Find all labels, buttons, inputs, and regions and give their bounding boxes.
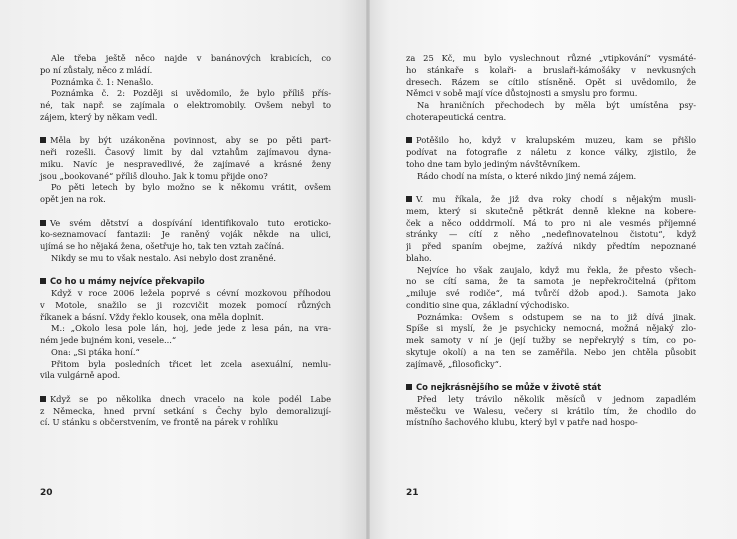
line-text: ji před spaním obejme, zažívá nikdy předtím nepoznané [406, 241, 696, 251]
line-text: Když v roce 2006 ležela poprvé s cévní mozkovou příhodou [51, 288, 331, 298]
square-bullet-icon [40, 396, 46, 402]
text-line [406, 335, 696, 347]
line-text: M.: „Okolo lesa pole lán, hoj, jede jede z lesa pán, na vra- [51, 323, 331, 334]
text-line [406, 394, 696, 406]
text-line [406, 206, 696, 218]
text-line [40, 65, 331, 77]
line-text: skytuje okolí) a na ten se zaměřila. Nebo jen chtěla působit [406, 346, 696, 357]
line-text: ko-seznamovací fantazii: Je raněný voják někde na ulici, [40, 229, 331, 240]
line-text: Co nejkrásnějšího se může v životě stát [416, 382, 602, 392]
line-text: zájem, který by někam vedl. [40, 111, 158, 122]
text-line [40, 370, 331, 382]
text-line [406, 300, 696, 312]
text-line [406, 323, 696, 335]
text-line [40, 406, 331, 418]
text-line [406, 65, 696, 77]
text-line [40, 253, 331, 265]
line-text: Co ho u mámy nejvíce překvapilo [50, 276, 205, 287]
text-line [40, 77, 331, 89]
line-text: no se cítí sama, že ta samota je nepřekročitelná (přitom [406, 276, 696, 287]
line-text: miku. Navíc je nespravedlivé, že zajímavé a krásné ženy [40, 158, 331, 169]
line-text: jsou „bookované“ příliš dlouho. Jak k tomu přijde ono? [40, 170, 268, 181]
text-line [406, 347, 696, 359]
text-line [406, 88, 696, 100]
line-text: ujímá se ho nějaká žena, ošetřuje ho, tak ten vztah začíná. [40, 241, 285, 251]
section-heading [40, 276, 331, 288]
left-page-text [40, 53, 331, 429]
text-line [40, 335, 331, 347]
text-line [406, 100, 696, 112]
line-text: ho stánkaře s kolaři- a bruslaři-kámošáky v nevkusných [406, 64, 696, 75]
text-line [406, 77, 696, 89]
line-text: Po pěti letech by bylo možno se k někomu vrátit, ovšem [51, 182, 331, 193]
square-bullet-icon [406, 384, 412, 390]
right-page-number: 21 [406, 488, 419, 498]
line-text: dresech. Rázem se cítilo stísněně. Opět si uvědomilo, že [406, 76, 696, 87]
line-text: V. mu říkala, že již dva roky chodí s nějakým musli- [416, 194, 696, 204]
line-text: ček a něco odddrmolí. Má to pro ni ale vesmés příjemné [406, 217, 696, 228]
text-line [40, 288, 331, 300]
text-line [40, 159, 331, 171]
text-line [40, 359, 331, 371]
book-gutter [366, 0, 370, 539]
line-text: říkanek a básní. Vždy řeklo kousek, ona měla doplnit. [40, 311, 264, 322]
line-text: toho dne tam bylo jediným návštěvníkem. [406, 158, 581, 169]
text-line [40, 347, 331, 359]
text-line [406, 194, 696, 206]
text-line [406, 112, 696, 124]
line-text: Ale třeba ještě něco najde v banánových krabicích, co [51, 53, 331, 63]
text-line [406, 218, 696, 230]
text-line [406, 241, 696, 253]
text-line [406, 53, 696, 65]
line-text: podívat na fotografie z náletu z konce války, zjistilo, že [406, 147, 696, 157]
line-text: za 25 Kč, mu bylo vyslechnout různé „vtipkování“ vysmáté- [406, 53, 696, 63]
line-text: Před lety trávilo několik měsíců v jednom zapadlém [417, 393, 696, 404]
line-text: Na hraničních přechodech by měla být umístěna psy- [417, 100, 696, 110]
text-line [40, 394, 331, 406]
line-text: conditio sine qua, základní východisko. [406, 299, 570, 310]
line-text: ném jede bujném koni, vesele...“ [40, 335, 177, 345]
section-heading [406, 382, 696, 394]
text-line [40, 88, 331, 100]
line-text: Rádo chodí na místa, o které nikdo jiný nemá zájem. [417, 170, 637, 181]
paragraph-gap [40, 382, 331, 394]
right-page [368, 0, 737, 539]
text-line [40, 135, 331, 147]
paragraph-gap [40, 265, 331, 277]
text-line [406, 417, 696, 429]
text-line [406, 159, 696, 171]
text-line [40, 194, 331, 206]
line-text: Němci v sobě mají více důstojnosti a smyslu pro formu. [406, 88, 638, 99]
left-page [0, 0, 368, 539]
line-text: Potěšilo ho, když v kralupském muzeu, kam se přišlo [416, 135, 696, 146]
line-text: Nikdy se mu to však nestalo. Asi nebylo dost zraněné. [51, 252, 276, 263]
line-text: v Motole, snažilo se ji rozcvičit mozek pomocí různých [40, 299, 331, 310]
text-line [406, 229, 696, 241]
line-text: „miluje své rodiče“, má tvůrčí džob apod.). Samota jako [406, 288, 696, 298]
line-text: Poznámka: Ovšem s odstupem se na to již dívá jinak. [417, 311, 696, 322]
text-line [40, 100, 331, 112]
square-bullet-icon [406, 137, 412, 143]
line-text: zajímavě, „filosoficky“. [406, 358, 502, 369]
line-text: Nejvíce ho však zaujalo, když mu řekla, že přesto všech- [417, 264, 696, 275]
text-line [40, 112, 331, 124]
paragraph-gap [406, 182, 696, 194]
text-line [406, 171, 696, 183]
text-line [406, 288, 696, 300]
text-line [40, 300, 331, 312]
paragraph-gap [406, 370, 696, 382]
line-text: Ona: „Si ptáka honí.“ [51, 346, 140, 357]
paragraph-gap [406, 124, 696, 136]
text-line [40, 147, 331, 159]
text-line [40, 312, 331, 324]
line-text: Ve svém dětství a dospívání identifikovalo tuto eroticko- [50, 217, 331, 228]
line-text: choterapeutická centra. [406, 111, 507, 122]
line-text: městečku ve Walesu, večery si krátilo tím, že chodilo do [406, 405, 696, 416]
line-text: Poznámka č. 2: Později si uvědomilo, že bylo příliš přís- [51, 88, 331, 99]
text-line [40, 241, 331, 253]
line-text: opět jen na rok. [40, 194, 106, 204]
text-line [406, 276, 696, 288]
text-line [406, 312, 696, 324]
text-line [406, 265, 696, 277]
square-bullet-icon [40, 220, 46, 226]
line-text: blaho. [406, 252, 432, 263]
text-line [40, 218, 331, 230]
text-line [40, 417, 331, 429]
line-text: Měla by být uzákoněna povinnost, aby se po pěti part- [50, 135, 331, 146]
line-text: místního šachového klubu, který byl v patře nad hospo- [406, 417, 638, 428]
paragraph-gap [40, 124, 331, 136]
text-line [40, 229, 331, 241]
line-text: Poznámka č. 1: Nenašlo. [51, 76, 154, 87]
text-line [406, 135, 696, 147]
line-text: stránky — cítí z něho „nedefinovatelnou čistotu“, když [406, 229, 696, 240]
text-line [40, 53, 331, 65]
line-text: po ní zůstaly, něco z mládí. [40, 64, 153, 75]
text-line [406, 147, 696, 159]
line-text: mek samoty v ní je (její tužby se nepřekrylý s tím, co po- [406, 335, 696, 345]
line-text: mem, který si skutečně pětkrát denně klekne na kobere- [406, 205, 696, 216]
paragraph-gap [40, 206, 331, 218]
text-line [406, 406, 696, 418]
text-line [40, 323, 331, 335]
line-text: Když se po několika dnech vracelo na kole podél Labe [50, 393, 331, 404]
square-bullet-icon [406, 196, 412, 202]
line-text: neři rozešli. Časový limit by dal vztahům zajímavou dyna- [40, 147, 331, 157]
line-text: cí. U stánku s občerstvením, ve frontě na párek v rohlíku [40, 417, 279, 428]
left-page-number: 20 [40, 488, 53, 498]
text-line [406, 253, 696, 265]
line-text: né, tak např. se zajímala o elektromobily. Ovšem nebyl to [40, 100, 331, 110]
square-bullet-icon [40, 137, 46, 143]
line-text: Přitom byla posledních třicet let zcela asexuální, nemlu- [51, 358, 331, 369]
text-line [40, 182, 331, 194]
square-bullet-icon [40, 278, 46, 284]
right-page-text [406, 53, 696, 429]
text-line [406, 359, 696, 371]
text-line [40, 171, 331, 183]
line-text: z Německa, hned první setkání s Čechy bylo demoralizují- [40, 405, 331, 416]
line-text: vila vulgárně apod. [40, 370, 121, 381]
line-text: Spíše si myslí, že je psychicky nemocná, možná nějaký zlo- [406, 323, 696, 334]
